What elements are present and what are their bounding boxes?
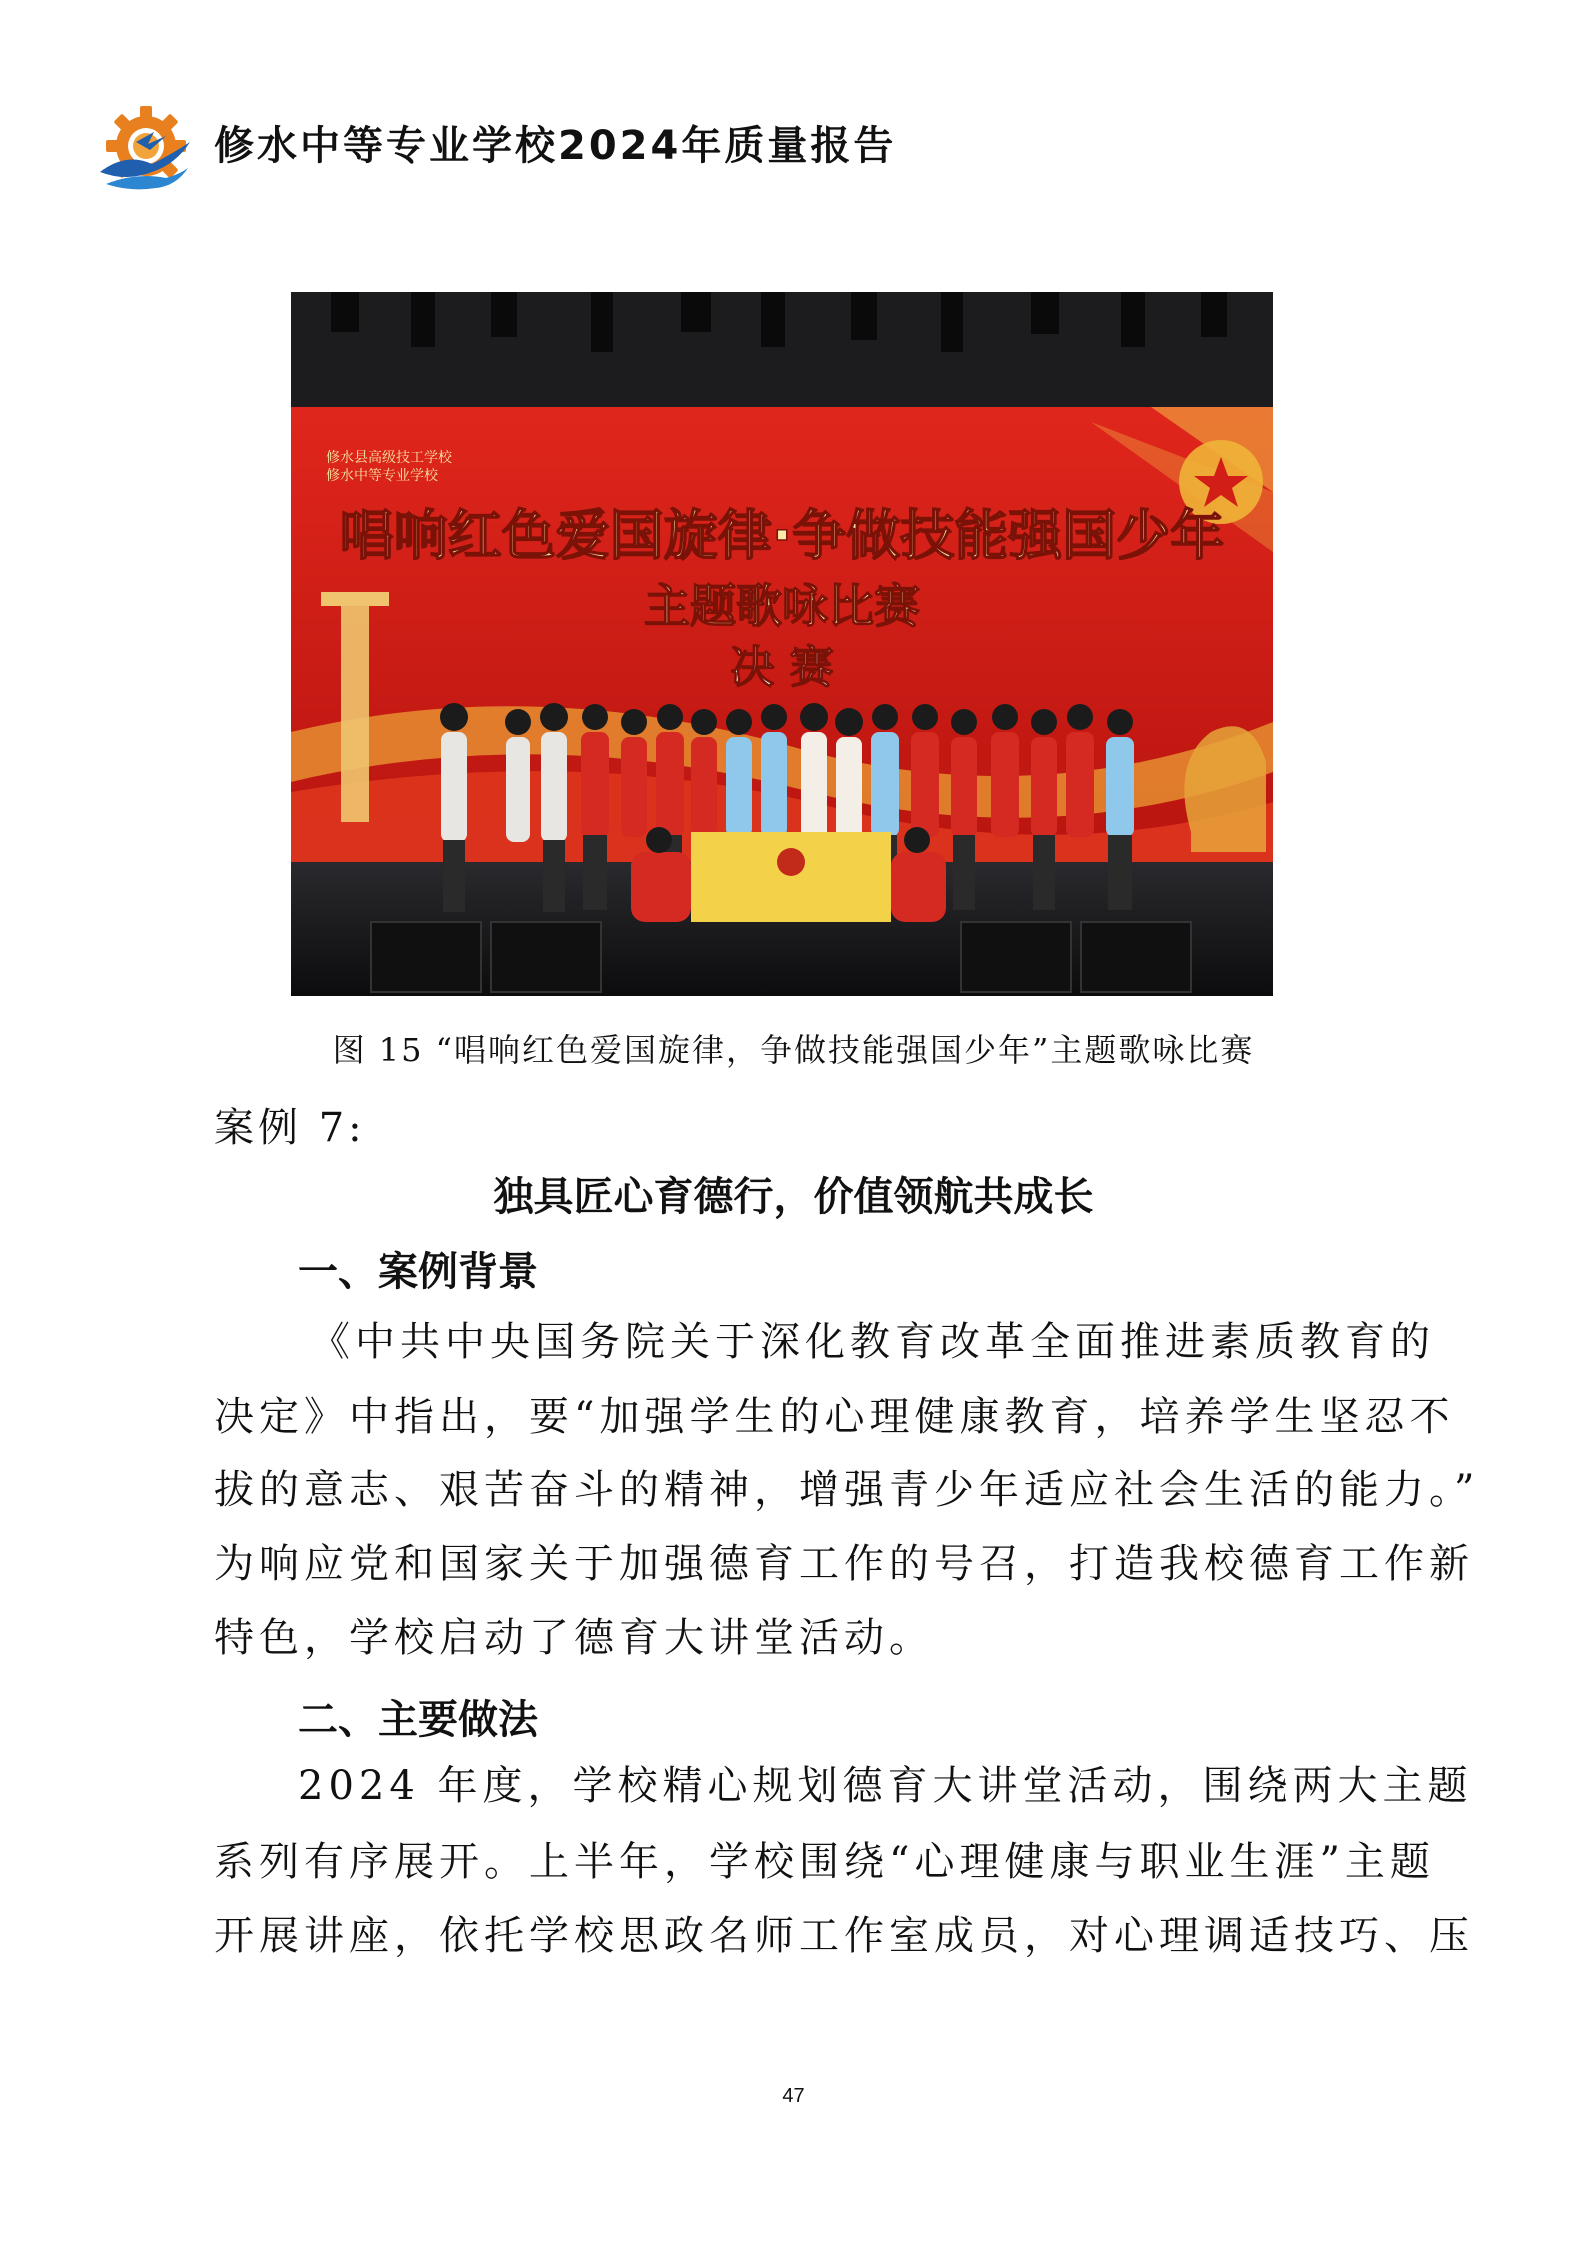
banner-school-line1: 修水县高级技工学校 xyxy=(326,450,452,466)
paragraph-line: 开展讲座，依托学校思政名师工作室成员，对心理调适技巧、压 xyxy=(214,1913,1474,1959)
case-label: 案例 7: xyxy=(214,1105,366,1151)
paragraph-line: 决定》中指出，要“加强学生的心理健康教育，培养学生坚忍不 xyxy=(214,1394,1455,1440)
figure-caption: 图 15 “唱响红色爱国旋律，争做技能强国少年”主题歌咏比赛 xyxy=(332,1031,1255,1069)
paragraph-line: 拔的意志、艰苦奋斗的精神，增强青少年适应社会生活的能力。” xyxy=(214,1467,1480,1513)
paragraph-line: 2024 年度，学校精心规划德育大讲堂活动，围绕两大主题 xyxy=(298,1763,1473,1809)
banner-school-line2: 修水中等专业学校 xyxy=(326,468,438,484)
banner-title: 唱响红色爱国旋律·争做技能强国少年 xyxy=(339,504,1225,567)
paragraph-line: 系列有序展开。上半年，学校围绕“心理健康与职业生涯”主题 xyxy=(214,1839,1435,1885)
case-title: 独具匠心育德行，价值领航共成长 xyxy=(493,1174,1094,1220)
paragraph-line: 《中共中央国务院关于深化教育改革全面推进素质教育的 xyxy=(310,1319,1435,1365)
event-photo xyxy=(291,292,1273,996)
section-heading-methods: 二、主要做法 xyxy=(298,1697,538,1743)
page-number: 47 xyxy=(782,2085,805,2107)
banner-stage: 决 赛 xyxy=(730,642,834,693)
school-logo-icon xyxy=(96,102,192,198)
paragraph-line: 为响应党和国家关于加强德育工作的号召，打造我校德育工作新 xyxy=(214,1541,1474,1587)
section-heading-background: 一、案例背景 xyxy=(298,1249,538,1295)
page-header xyxy=(96,96,996,196)
banner-subtitle: 主题歌咏比赛 xyxy=(644,579,920,633)
stage-photo-illustration xyxy=(291,292,1273,996)
report-title: 修水中等专业学校2024年质量报告 xyxy=(214,123,897,169)
paragraph-line: 特色，学校启动了德育大讲堂活动。 xyxy=(214,1615,934,1661)
